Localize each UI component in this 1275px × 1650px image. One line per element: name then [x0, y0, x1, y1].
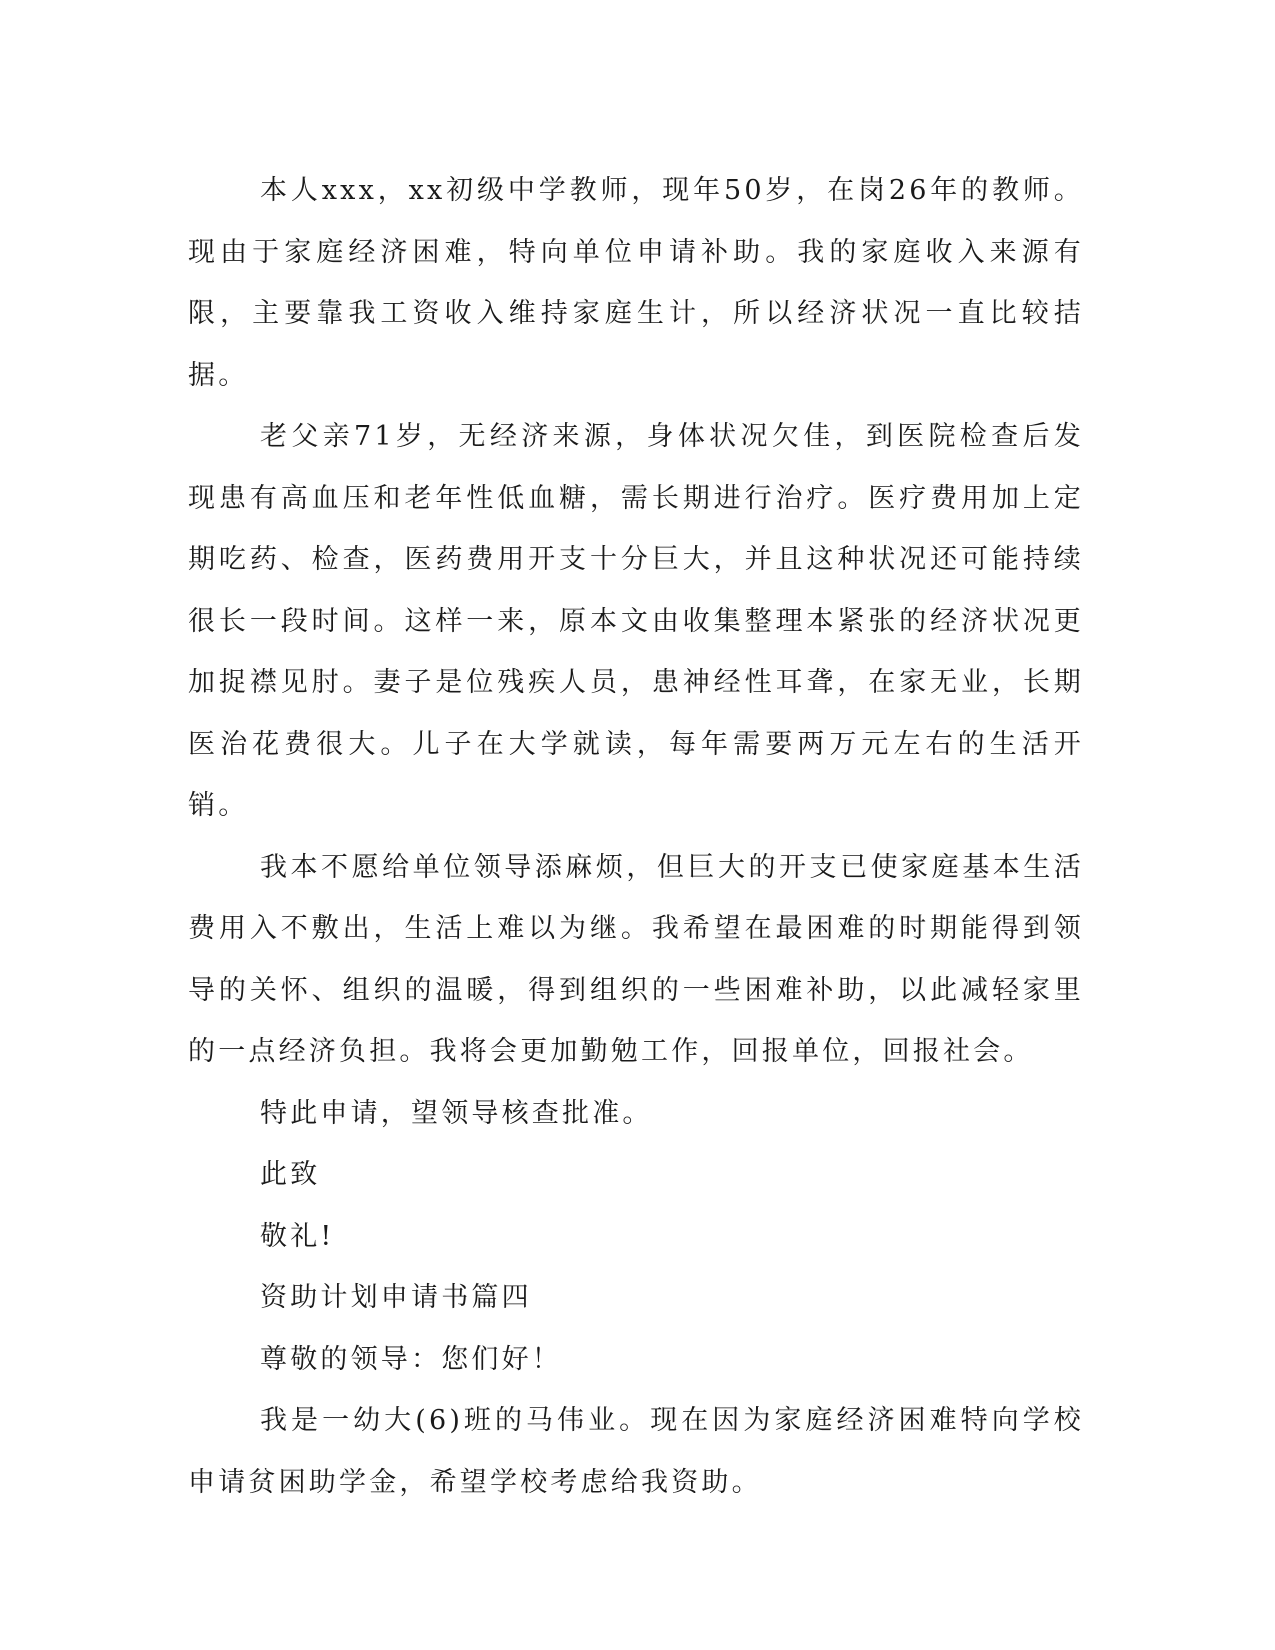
paragraph-student-intro: 我是一幼大(6)班的马伟业。现在因为家庭经济困难特向学校申请贫困助学金，希望学校考虑给我资助。	[188, 1405, 1084, 1498]
paragraph-salutation: 此致	[260, 1159, 321, 1190]
paragraph-regards: 敬礼!	[260, 1220, 335, 1252]
paragraph-intro: 本人xxx，xx初级中学教师，现年50岁，在岗26年的教师。现由于家庭经济困难，特向单位申请补助。我的家庭收入来源有限，主要靠我工资收入维持家庭生计，所以经济状况一直比较拮据。	[188, 175, 1084, 391]
paragraph-closing-request: 特此申请，望领导核查批准。	[260, 1097, 653, 1129]
document-body	[188, 160, 1084, 1513]
paragraph-request: 我本不愿给单位领导添麻烦，但巨大的开支已使家庭基本生活费用入不敷出，生活上难以为继。我希望在最困难的时期能得到领导的关怀、组织的温暖，得到组织的一些困难补助，以此减轻家里的一点经济负担。我将会更加勤勉工作，回报单位，回报社会。	[188, 851, 1084, 1067]
paragraph-family-situation: 老父亲71岁，无经济来源，身体状况欠佳，到医院检查后发现患有高血压和老年性低血糖，需长期进行治疗。医疗费用加上定期吃药、检查，医药费用开支十分巨大，并且这种状况还可能持续很长一段时间。这样一来，原本文由收集整理本紧张的经济状况更加捉襟见肘。妻子是位残疾人员，患神经性耳聋，在家无业，长期医治花费很大。儿子在大学就读，每年需要两万元左右的生活开销。	[188, 421, 1084, 821]
paragraph-greeting: 尊敬的领导：您们好！	[260, 1343, 562, 1375]
section-heading: 资助计划申请书篇四	[260, 1282, 532, 1313]
